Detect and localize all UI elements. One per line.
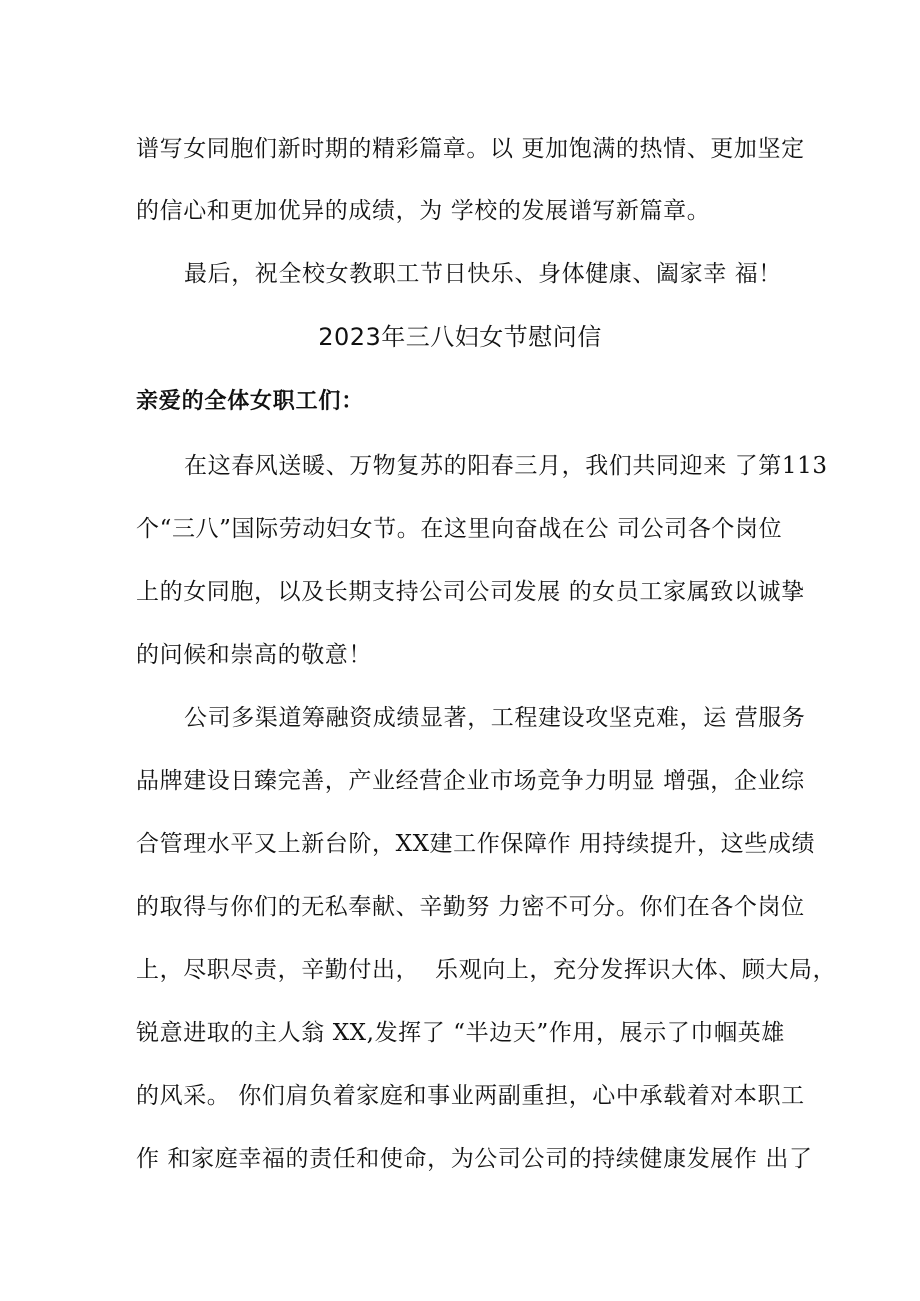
paragraph1-line-3: 上的女同胞，以及长期支持公司公司发展 的女员工家属致以诚挚 [136, 579, 805, 605]
paragraph2-line-4: 的取得与你们的无私奉献、辛勤努 力密不可分。你们在各个岗位 [136, 894, 805, 920]
paragraph1-line-2: 个“三八”国际劳动妇女节。在这里向奋战在公 司公司各个岗位 [136, 516, 783, 542]
letter-title: 2023年三八妇女节慰问信 [318, 323, 602, 351]
paragraph1-line-1: 在这春风送暖、万物复苏的阳春三月，我们共同迎来 了第113 [184, 453, 828, 479]
prev-paragraph-line-1: 谱写女同胞们新时期的精彩篇章。以 更加饱满的热情、更加坚定 [136, 136, 805, 162]
closing-wish: 最后，祝全校女教职工节日快乐、身体健康、阖家幸 福！ [184, 261, 782, 287]
paragraph2-line-2: 品牌建设日臻完善，产业经营企业市场竞争力明显 增强，企业综 [136, 768, 805, 794]
letter-salutation: 亲爱的全体女职工们： [136, 389, 365, 414]
paragraph2-line-3: 合管理水平又上新台阶，XX建工作保障作 用持续提升，这些成绩 [136, 831, 816, 857]
paragraph2-line-8: 作 和家庭幸福的责任和使命，为公司公司的持续健康发展作 出了 [136, 1146, 813, 1172]
paragraph1-line-4: 的问候和崇高的敬意！ [136, 642, 372, 668]
paragraph2-line-1: 公司多渠道筹融资成绩显著，工程建设攻坚克难，运 营服务 [184, 705, 806, 731]
prev-paragraph-line-2: 的信心和更加优异的成绩，为 学校的发展谱写新篇章。 [136, 198, 711, 224]
paragraph2-line-5: 上，尽职尽责，辛勤付出， 乐观向上，充分发挥识大体、顾大局， [136, 957, 837, 983]
paragraph2-line-7: 的风采。 你们肩负着家庭和事业两副重担，心中承载着对本职工 [136, 1083, 805, 1109]
paragraph2-line-6: 锐意进取的主人翁 XX,发挥了 “半边天”作用，展示了巾帼英雄 [136, 1020, 785, 1046]
